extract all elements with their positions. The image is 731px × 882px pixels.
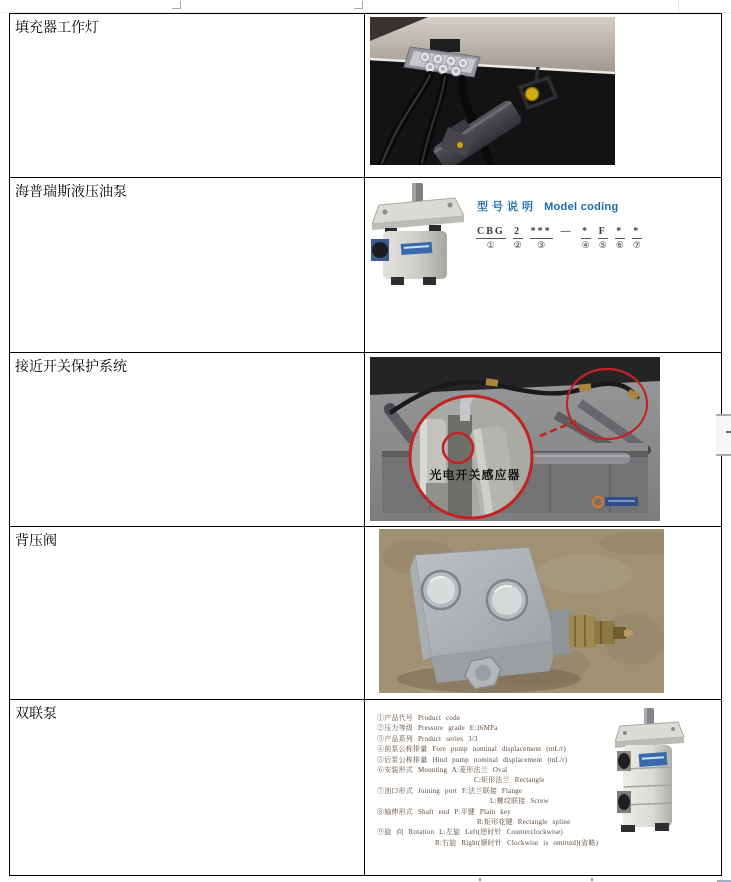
spec-line: R:右旋 Right(顺时针 Clockwise is omitted)(省略): [435, 838, 599, 847]
double-pump-spec-text: [377, 713, 625, 848]
gear-pump-photo: [371, 181, 467, 289]
row-image-cell: [365, 353, 720, 526]
ruler-corner-mark: [354, 1, 363, 9]
label-filler-work-light: 填充器工作灯: [15, 19, 99, 35]
scrollbar-tick: [716, 414, 731, 416]
cutoff-mark: [591, 878, 593, 881]
double-pump-photo: [615, 707, 685, 833]
spec-line: ①产品代号 Product code: [377, 714, 461, 722]
ruler-tick: [678, 0, 679, 12]
model-coding-formula: CBG ① 2 ② *** ③ — * ④ F ⑤ * ⑥ * ⑦: [477, 226, 641, 250]
scrollbar-tick: [716, 454, 731, 456]
machinery-illustration: [370, 357, 660, 521]
table-row: [10, 700, 721, 875]
plug-icon: [487, 580, 527, 620]
spec-line: ⑤后泵公称排量 Hind pump nominal displacement (mL/r): [377, 755, 568, 764]
row-label-cell[interactable]: [10, 700, 365, 875]
row-label-cell[interactable]: [10, 178, 365, 352]
row-image-cell: [365, 14, 720, 177]
spec-line: C:矩形法兰 Rectangle: [474, 776, 545, 785]
ruler-corner-mark: [172, 1, 181, 9]
row-image-cell: [365, 178, 720, 352]
work-light-photo: [370, 17, 615, 165]
table-row: [10, 527, 721, 700]
model-coding-title: [477, 198, 619, 214]
scrollbar-fragment[interactable]: [716, 414, 731, 456]
proximity-switch-photo: [370, 357, 660, 521]
table-row: [10, 178, 721, 353]
spec-line: ⑥安装形式 Mounting A:菱形法兰 Oval: [377, 766, 508, 775]
label-back-pressure-valve: 背压阀: [15, 532, 57, 548]
spec-line: L:螺纹联接 Screw: [490, 797, 549, 806]
spec-line: ④前泵公称排量 Fore pump nominal displacement (mL/r): [377, 745, 567, 754]
spec-line: ②压力等级 Pressure grade E:16MPa: [377, 724, 498, 733]
row-label-cell[interactable]: [10, 527, 365, 699]
cutoff-mark: [479, 878, 481, 881]
row-label-cell[interactable]: [10, 14, 365, 177]
label-hydraulic-pump: 海普瑞斯液压油泵: [15, 183, 127, 199]
work-light-illustration: [370, 17, 615, 165]
spec-line: R:矩形花键 Rectangle spline: [477, 818, 571, 827]
hex-fitting-icon: [465, 657, 501, 689]
table-row: [10, 14, 721, 178]
gear-pump-illustration: [371, 181, 467, 289]
spec-line: ⑨旋 向 Rotation L:左旋 Left(逆时针 Counterclockwise): [377, 828, 563, 837]
row-image-cell: [365, 527, 720, 699]
row-label-cell[interactable]: [10, 353, 365, 526]
valve-block-photo: [379, 529, 664, 693]
spec-line: ⑧轴伸形式 Shaft end P:平键 Plain key: [377, 807, 511, 816]
row-image-cell: [365, 700, 720, 875]
scrollbar-thumb[interactable]: [726, 431, 731, 433]
label-double-pump: 双联泵: [15, 705, 57, 721]
double-pump-illustration: [615, 707, 685, 833]
spec-line: ⑦油口形式 Joining port F:法兰联接 Flange: [377, 786, 523, 795]
model-coding-title-cn: 型号说明: [477, 201, 537, 213]
model-coding-title-en: Model coding: [544, 201, 619, 213]
valve-block-illustration: [379, 529, 664, 693]
table-row: [10, 353, 721, 527]
plug-icon: [422, 571, 460, 609]
spec-line: ③产品系列 Product series 3/3: [377, 734, 478, 743]
label-proximity-switch-system: 接近开关保护系统: [15, 358, 127, 374]
inset-label-photoelectric-sensor: 光电开关感应器: [429, 468, 521, 482]
document-table: [9, 13, 722, 876]
